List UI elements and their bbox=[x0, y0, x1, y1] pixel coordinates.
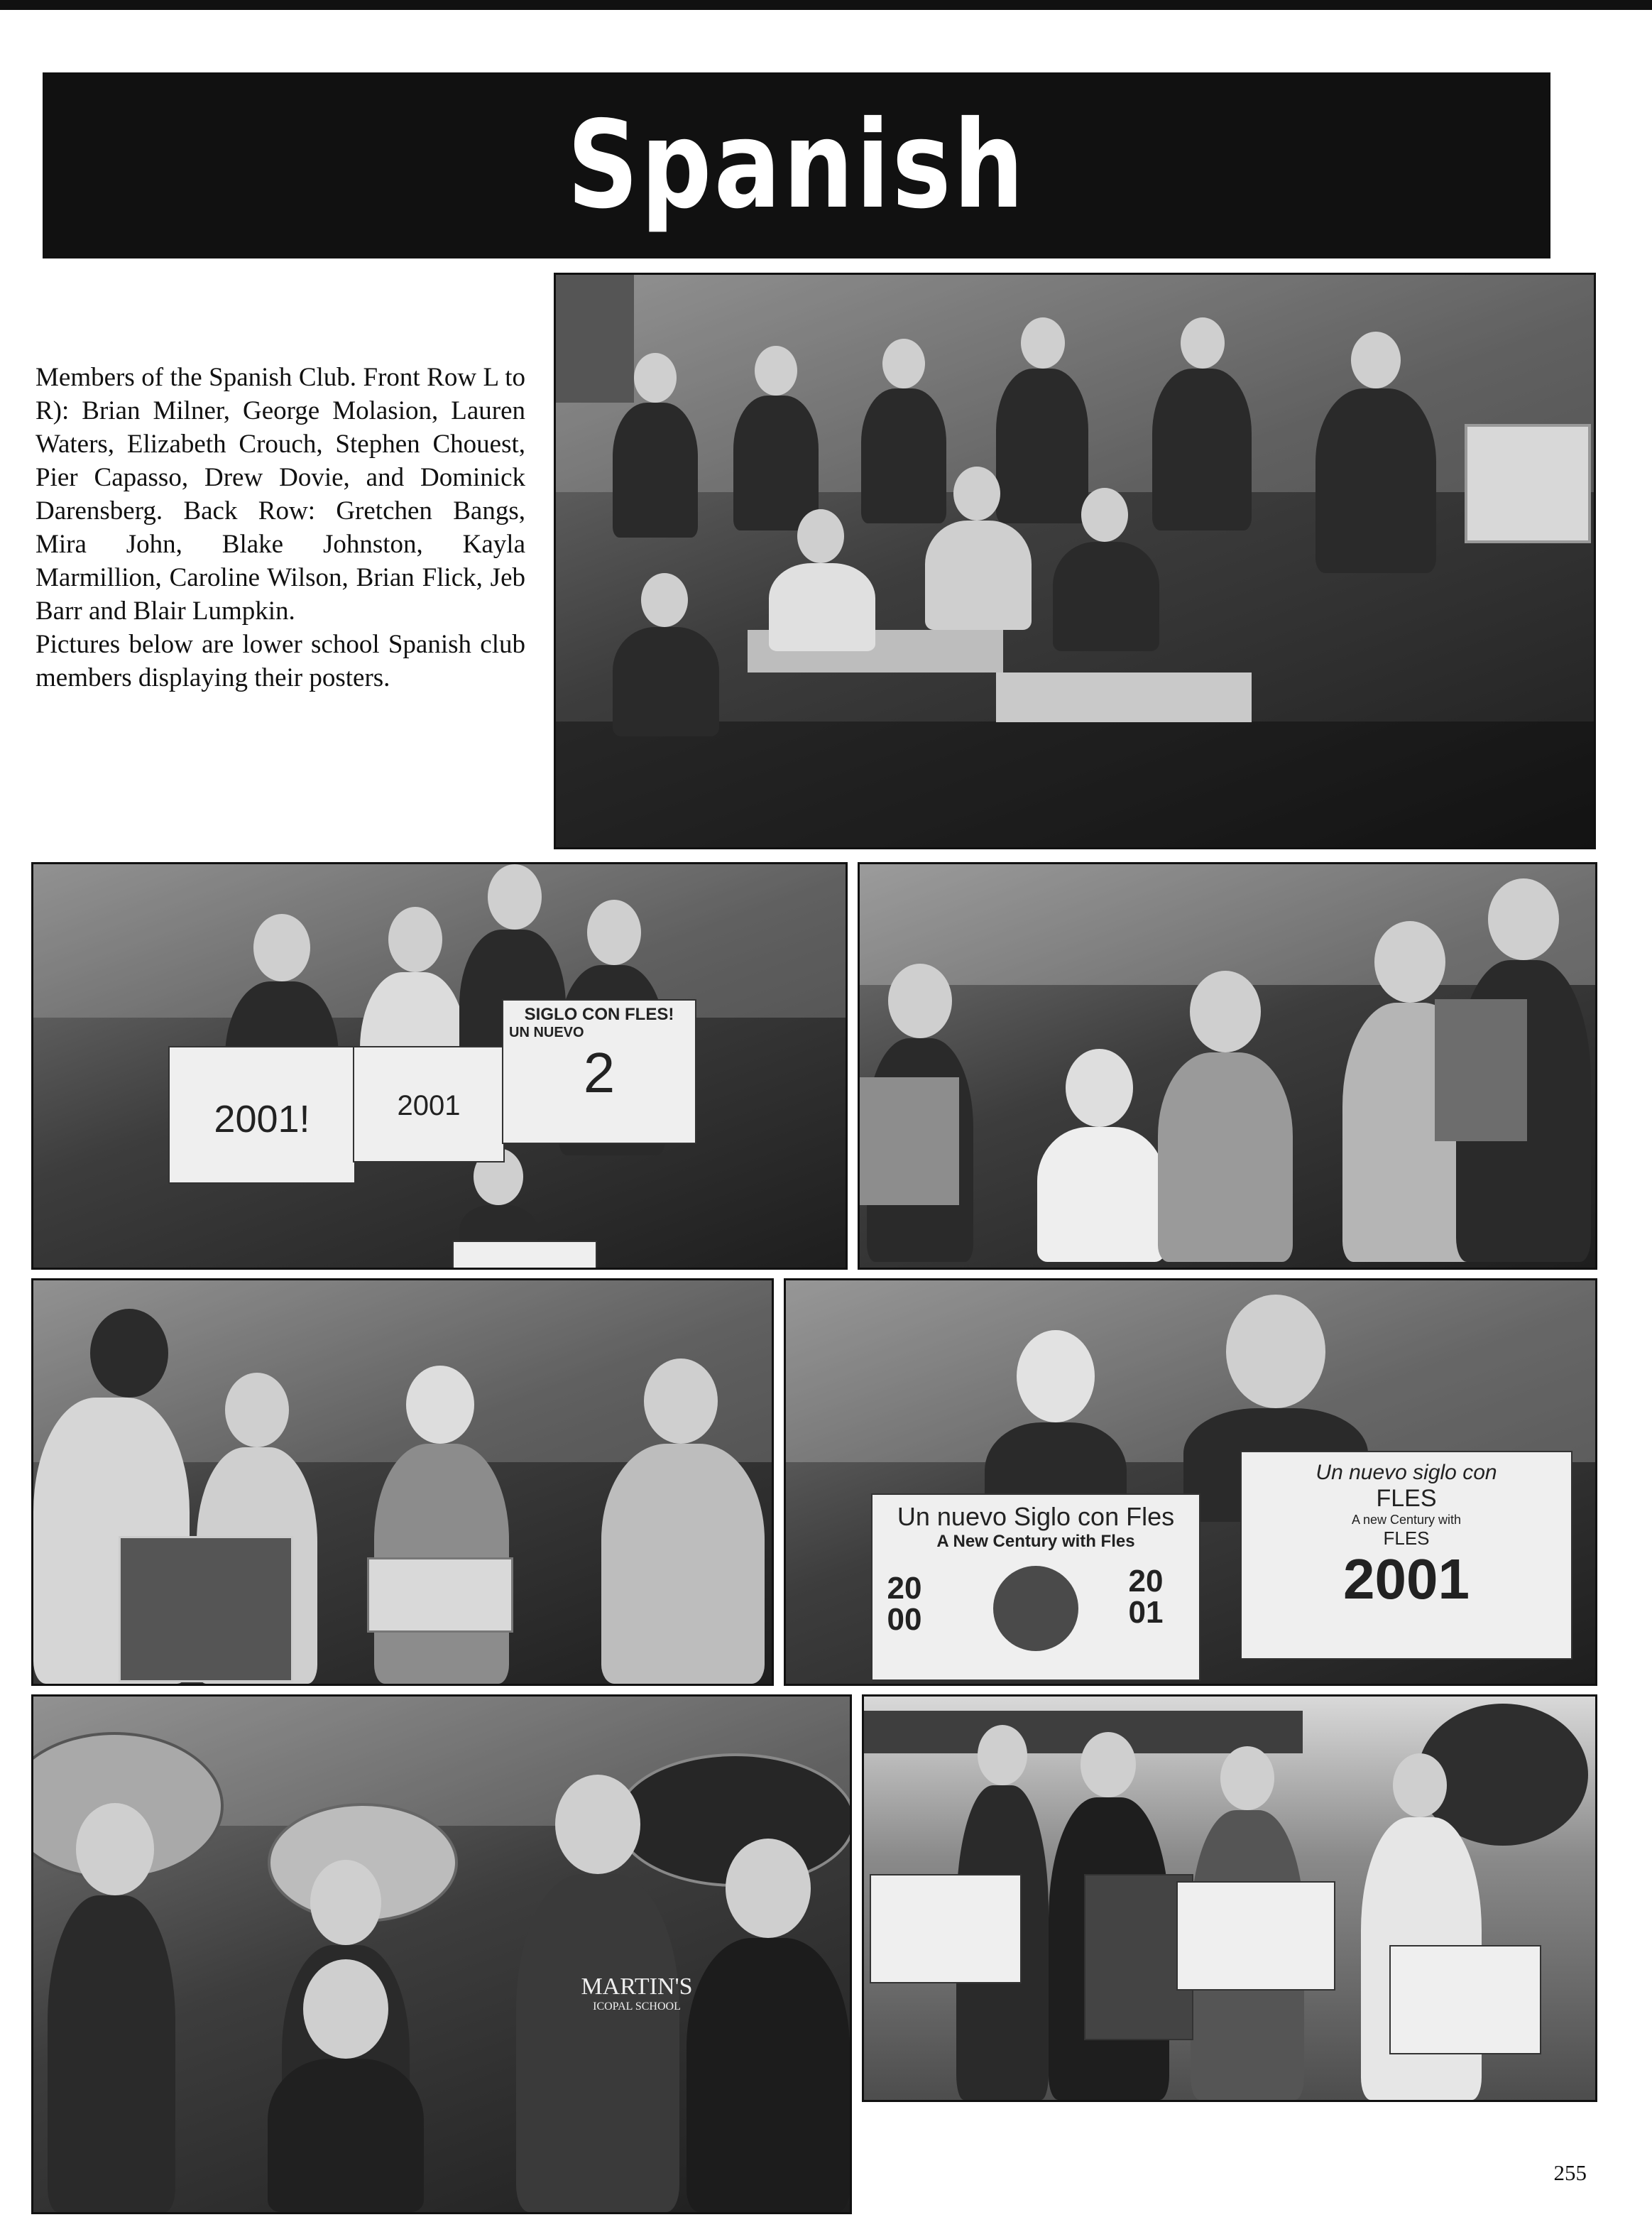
poster-text: FLES bbox=[1376, 1485, 1437, 1512]
student-figure bbox=[613, 573, 719, 736]
globe-drawing bbox=[993, 1566, 1078, 1651]
student-figure bbox=[1037, 1049, 1165, 1262]
poster-drawing bbox=[1389, 1945, 1541, 2054]
poster-text: 2001! bbox=[214, 1098, 310, 1140]
poster-drawing bbox=[870, 1874, 1022, 1983]
folder bbox=[860, 1077, 959, 1205]
shirt-text: ICOPAL SCHOOL bbox=[593, 2000, 681, 2013]
student-figure bbox=[613, 353, 698, 538]
poster-text: A New Century with Fles bbox=[936, 1532, 1135, 1551]
top-rule bbox=[0, 0, 1652, 10]
photo-caption bbox=[35, 361, 525, 695]
poster-text: 2 bbox=[583, 1041, 616, 1104]
student-figure bbox=[1053, 488, 1159, 651]
poster-text: FLES bbox=[1383, 1528, 1430, 1549]
photo-girls-with-boxes bbox=[31, 1278, 774, 1686]
caption-members: Members of the Spanish Club. Front Row L to R): Brian Milner, George Molasion, Lauren Waters, Elizabeth Crouch, Stephen Chouest, Pier Capasso, Drew Dovie, and Dominick Darensberg. Back Row: Gretchen Bangs, Mira John, Blake Johnston, Kayla Marmillion, Caroline Wilson, Brian Flick, Jeb Barr and Blair Lumpkin. bbox=[35, 363, 525, 626]
student-figure bbox=[925, 467, 1032, 630]
poster-text: A new Century with bbox=[1351, 1513, 1462, 1527]
caption-posters: Pictures below are lower school Spanish club members displaying their posters. bbox=[35, 630, 525, 692]
poster-2001 bbox=[353, 1046, 505, 1162]
student-figure bbox=[268, 1959, 424, 2212]
title-banner bbox=[43, 72, 1550, 258]
student-figure bbox=[374, 1366, 509, 1684]
desk bbox=[996, 673, 1252, 722]
poster-un-nuevo-siglo bbox=[502, 999, 696, 1144]
shirt-text: MARTIN'S bbox=[581, 1973, 693, 2000]
gift-box bbox=[367, 1557, 513, 1633]
poster-text: 2001 bbox=[397, 1090, 461, 1121]
student-figure bbox=[733, 346, 819, 530]
shirt-logo bbox=[559, 1973, 715, 2013]
poster-text: 2001 bbox=[1343, 1547, 1470, 1611]
poster-text: 2000 bbox=[887, 1571, 922, 1637]
poster-partial bbox=[452, 1241, 597, 1270]
poster-drawing bbox=[1176, 1881, 1335, 1991]
computer-monitor bbox=[1465, 424, 1591, 543]
poster-2001-flag bbox=[168, 1046, 356, 1184]
photo-outdoor-posters bbox=[862, 1694, 1597, 2102]
poster-text: Un nuevo Siglo con Fles bbox=[897, 1502, 1175, 1531]
photo-sombrero-group bbox=[31, 1694, 852, 2214]
poster-un-nuevo-siglo-con-fles bbox=[1240, 1451, 1572, 1660]
student-figure bbox=[686, 1839, 850, 2212]
gift-box bbox=[119, 1536, 293, 1682]
student-figure bbox=[769, 509, 875, 651]
poster-text: Un nuevo siglo con bbox=[1315, 1461, 1497, 1484]
poster-un-nuevo-siglo-con-fles bbox=[871, 1493, 1200, 1681]
student-figure bbox=[1158, 971, 1293, 1262]
student-figure bbox=[48, 1803, 175, 2212]
poster-text: SIGLO CON FLES! bbox=[524, 1005, 674, 1024]
photo-posters-2001 bbox=[31, 862, 848, 1270]
folder bbox=[1435, 999, 1527, 1141]
teacher-figure bbox=[1315, 332, 1436, 573]
student-figure bbox=[1152, 317, 1252, 530]
poster-text: UN NUEVO bbox=[509, 1025, 584, 1040]
poster-text: 2001 bbox=[1128, 1564, 1164, 1630]
photo-spanish-club-group bbox=[554, 273, 1596, 849]
photo-floor bbox=[556, 722, 1594, 847]
photo-boys-with-folders bbox=[858, 862, 1597, 1270]
photo-un-nuevo-siglo-posters bbox=[784, 1278, 1597, 1686]
student-figure bbox=[601, 1358, 765, 1684]
page-title: Spanish bbox=[567, 95, 1027, 236]
page-number: 255 bbox=[1553, 2160, 1587, 2185]
